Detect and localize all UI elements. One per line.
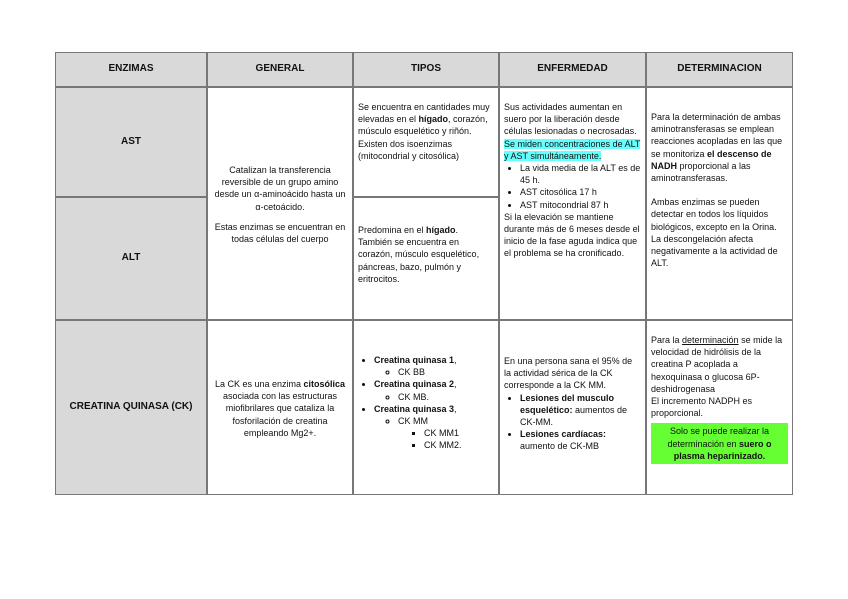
general-ck-p: La CK es una enzima citosólica asociada con las estructuras miofibrilares que cataliza la fosforilación de creatina empleando Mg2+.	[214, 378, 346, 438]
enfermedad-amino-p1: Sus actividades aumentan en suero por la liberación desde células lesionadas o necrosadas.	[504, 102, 637, 137]
tipos-ast-p1: Se encuentra en cantidades muy elevadas en el hígado, corazón, músculo esquelético y riñón.	[358, 102, 490, 137]
tipos-ast	[353, 87, 499, 197]
tipos-alt	[353, 197, 499, 320]
list-item: • AST mitocondrial 87 h	[520, 199, 641, 211]
list-item: • Lesiones cardíacas: aumento de CK-MB	[520, 428, 641, 452]
list-item: ◦ CK MB.	[398, 391, 494, 403]
header-enzimas	[55, 52, 207, 87]
list-item: • La vida media de la ALT es de 45 h.	[520, 162, 641, 186]
list-item: • Creatina quinasa 3, ◦ CK MM ▪ CK MM1 ▪ CK MM2.	[374, 403, 494, 452]
enfermedad-ck-p1: En una persona sana el 95% de la actividad sérica de la CK corresponde a la CK MM.	[504, 356, 633, 391]
determinacion-amino-p2: Ambas enzimas se pueden detectar en todos los líquidos biológicos, excepto en la Orina. La descongelación afecta negativamente a la actividad de ALT.	[651, 197, 778, 269]
enfermedad-aminotransferasas	[499, 87, 646, 320]
determinacion-ck	[646, 320, 793, 495]
determinacion-amino-p1: Para la determinación de ambas aminotransferasas se emplean reacciones acopladas en las que se monitoriza el descenso de NADH proporcional a las aminotransferasas.	[651, 112, 783, 184]
enzyme-table	[55, 52, 793, 495]
list-item: • AST citosólica 17 h	[520, 186, 641, 198]
header-enfermedad	[499, 52, 646, 87]
tipos-alt-p1: Predomina en el hígado. También se encuentra en corazón, músculo esquelético, páncreas, bazo, pulmón y eritrocitos.	[358, 225, 480, 284]
general-amino-p2: Estas enzimas se encuentran en todas células del cuerpo	[214, 221, 346, 244]
general-amino-p1: Catalizan la transferencia reversible de un grupo amino desde un α-aminoácido hasta un α-cetoácido.	[214, 164, 346, 212]
row-label-ck	[55, 320, 207, 495]
header-enzimas-label: ENZIMAS	[108, 63, 154, 75]
header-determinacion	[646, 52, 793, 87]
tipos-ck	[353, 320, 499, 495]
list-item: • Lesiones del musculo esquelético: aumentos de CK-MM.	[520, 392, 641, 429]
header-general	[207, 52, 353, 87]
tipos-ast-p2: Existen dos isoenzimas (mitocondrial y citosólica)	[358, 138, 460, 161]
header-tipos-label: TIPOS	[410, 63, 441, 75]
enfermedad-amino-list	[504, 162, 641, 211]
determinacion-aminotransferasas	[646, 87, 793, 320]
determinacion-ck-p2: El incremento NADPH es proporcional.	[651, 396, 753, 419]
enfermedad-amino-highlight: Se miden concentraciones de ALT y AST simultáneamente.	[504, 138, 641, 161]
enfermedad-amino-p2: Si la elevación se mantiene durante más de 6 meses desde el inicio de la fase aguda indica que el problema se ha cronificado.	[504, 211, 640, 259]
list-item: ◦ CK BB	[398, 366, 494, 378]
tipos-ck-list	[358, 354, 494, 452]
list-item: ▪ CK MM2.	[424, 439, 494, 451]
header-determinacion-label: DETERMINACION	[677, 63, 762, 75]
enfermedad-ck-list	[504, 392, 641, 453]
list-item: ◦ CK MM ▪ CK MM1 ▪ CK MM2.	[398, 415, 494, 452]
header-tipos	[353, 52, 499, 87]
header-enfermedad-label: ENFERMEDAD	[537, 63, 608, 75]
determinacion-ck-highlight: Solo se puede realizar la determinación en suero o plasma heparinizado.	[651, 423, 788, 464]
determinacion-ck-p1: Para la determinación se mide la velocidad de hidrólisis de la creatina P acoplada a hexoquinasa o glucosa 6P-deshidrogenasa	[651, 335, 783, 394]
row-ast-text: AST	[121, 135, 141, 147]
row-label-alt	[55, 197, 207, 320]
general-ck	[207, 320, 353, 495]
row-alt-text: ALT	[121, 252, 141, 264]
header-general-label: GENERAL	[255, 63, 305, 75]
list-item: ▪ CK MM1	[424, 427, 494, 439]
list-item: • Creatina quinasa 2, ◦ CK MB.	[374, 378, 494, 402]
general-aminotransferasas	[207, 87, 353, 320]
row-ck-text: CREATINA QUINASA (CK)	[69, 401, 193, 413]
list-item: • Creatina quinasa 1, ◦ CK BB	[374, 354, 494, 378]
row-label-ast	[55, 87, 207, 197]
enfermedad-ck	[499, 320, 646, 495]
